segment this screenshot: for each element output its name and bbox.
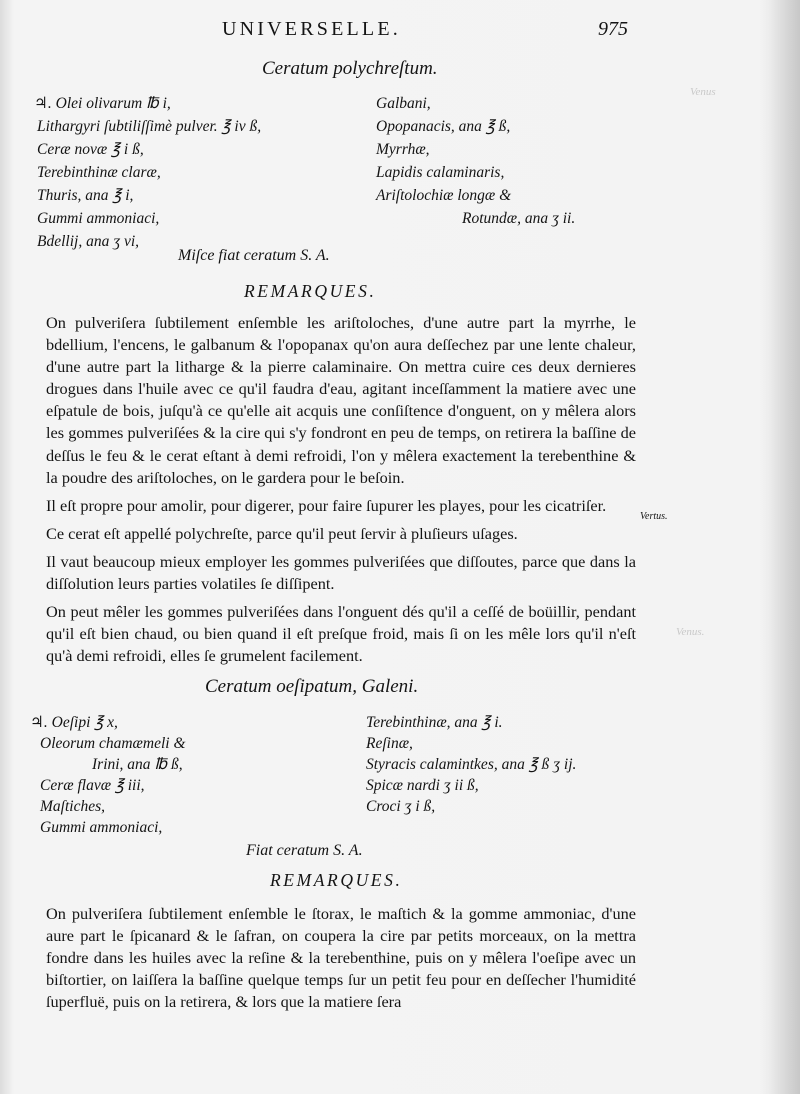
bleed-through-note: Venus xyxy=(690,86,716,98)
remarks-paragraph: On pulveriſera ſubtilement enſemble le ſtorax, le maſtich & la gomme ammoniac, d'une aure part le ſpicanard & le ſafran, on coupera la cire par petits morceaux, on la mettra fondre dans les huiles avec la reſine & la terebenthine, puis on y mêlera l'oeſipe avec un biſtortier, on laiſſera la baſſine quelque temps ſur un petit feu pour en deſſecher l'humidité ſuperfluë, puis on la retirera, & lors que la matiere ſera xyxy=(46,904,636,1012)
ingredient-line: Ariſtolochiæ longæ & xyxy=(376,187,512,204)
ingredient-line: Myrrhæ, xyxy=(376,141,430,158)
ingredient-line: Terebinthinæ, ana ℥ i. xyxy=(366,714,503,731)
ingredient-line: Spicæ nardi ʒ ii ß, xyxy=(366,777,479,794)
ingredient-line: Gummi ammoniaci, xyxy=(40,819,163,836)
ingredient-line: Croci ʒ i ß, xyxy=(366,798,436,815)
remarks-paragraph: Il eſt propre pour amolir, pour digerer, pour faire ſupurer les playes, pour les cicatriſer. xyxy=(46,495,607,515)
bleed-through-note: Venus. xyxy=(676,626,705,638)
remarks-body xyxy=(46,903,636,1013)
margin-note: Vertus. xyxy=(640,511,668,522)
ingredient-line: Irini, ana ℔ ß, xyxy=(92,756,183,773)
ingredient-line: Gummi ammoniaci, xyxy=(37,210,160,227)
remarks-paragraph: On peut mêler les gommes pulveriſées dans l'onguent dés qu'il a ceſſé de boüillir, pendant qu'il eſt bien chaud, ou bien quand il eſt preſque froid, mais ſi on les mêle lors qu'il n'eſt qu'à demi refroidi, elles ſe grumelent facilement. xyxy=(46,602,636,666)
ingredient-line: Galbani, xyxy=(376,95,431,112)
ingredient-line: Bdellij, ana ʒ vi, xyxy=(37,233,140,250)
ingredient-line: Terebinthinæ claræ, xyxy=(37,164,161,181)
ingredient-line: Opopanacis, ana ℥ ß, xyxy=(376,118,511,135)
page-number: 975 xyxy=(598,18,628,40)
remarks-paragraph: Ce cerat eſt appellé polychreſte, parce qu'il peut ſervir à pluſieurs uſages. xyxy=(46,523,518,543)
remarks-paragraph: On pulveriſera ſubtilement enſemble les ariſtoloches, d'une autre part la myrrhe, le bdellium, l'encens, le galbanum & l'opopanax qu'on aura deſſechez par une lente chaleur, d'une autre part la litharge & la pierre calaminaire. On mettra cuire ces deux dernieres drogues dans l'huile avec ce qu'il faudra d'eau, agitant inceſſamment la matiere avec une eſpatule de bois, juſqu'à ce qu'elle ait acquis une conſiſtence d'onguent, on y mêlera alors les gommes pulveriſées & la cire qui s'y fondront en peu de temps, on retirera la baſſine de deſſus le feu & le cerat eſtant à demi refroidi, l'on y mêlera exactement la terebenthine & la poudre des ariſtoloches, on le gardera pour le beſoin. xyxy=(46,313,636,487)
remarks-body xyxy=(46,312,636,667)
ingredient-line: Thuris, ana ℥ i, xyxy=(37,187,134,204)
recipe-instruction: Fiat ceratum S. A. xyxy=(246,842,363,859)
ingredient-line: Maſtiches, xyxy=(40,798,105,815)
recipe-instruction: Miſce fiat ceratum S. A. xyxy=(178,247,330,264)
ingredient-line: Oleorum chamæmeli & xyxy=(40,735,186,752)
ingredient-line: ♃. Olei olivarum ℔ i, xyxy=(34,95,171,112)
section-heading: REMARQUES. xyxy=(270,870,403,890)
remarks-paragraph: Il vaut beaucoup mieux employer les gommes pulveriſées que diſſoutes, parce que dans la diſſolution leurs parties volatiles ſe diſſipent. xyxy=(46,551,636,594)
ingredient-line: Lithargyri ſubtiliſſimè pulver. ℥ iv ß, xyxy=(37,118,262,135)
ingredient-line: Styracis calamintkes, ana ℥ ß ʒ ij. xyxy=(366,756,577,773)
ingredient-line: Lapidis calaminaris, xyxy=(376,164,505,181)
page-edge-shadow xyxy=(768,0,800,1094)
recipe-title: Ceratum oeſipatum, Galeni. xyxy=(205,676,419,697)
ingredient-line: Ceræ novæ ℥ i ß, xyxy=(37,141,144,158)
ingredient-line: Ceræ flavæ ℥ iii, xyxy=(40,777,145,794)
ingredient-line: ♃. Oeſipi ℥ x, xyxy=(30,714,118,731)
section-heading: REMARQUES. xyxy=(244,281,377,301)
recipe-title: Ceratum polychreſtum. xyxy=(262,58,438,79)
running-header: UNIVERSELLE. xyxy=(222,18,401,40)
ingredient-line: Rotundæ, ana ʒ ii. xyxy=(462,210,576,227)
ingredient-line: Reſinæ, xyxy=(366,735,413,752)
